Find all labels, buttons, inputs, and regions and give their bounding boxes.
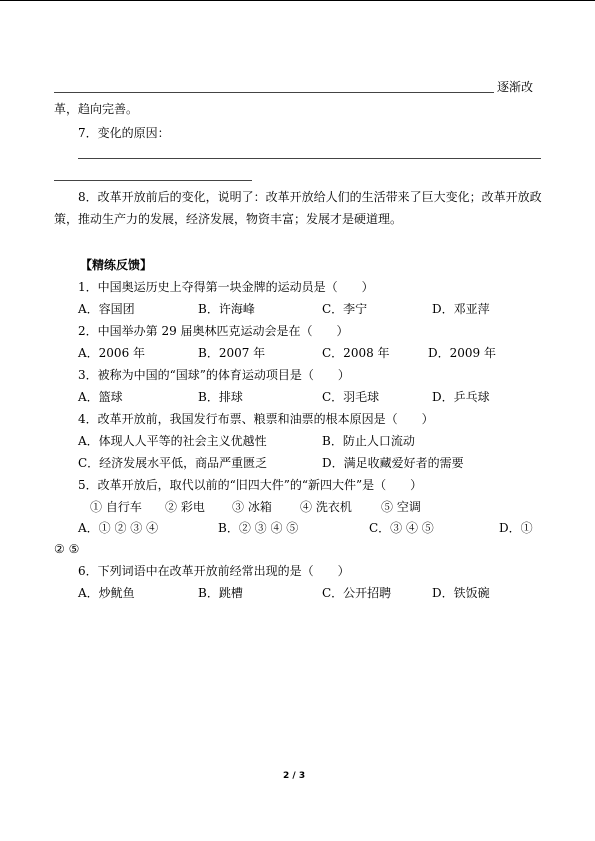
option-b: B．2007 年	[198, 346, 266, 360]
option-a: A．篮球	[78, 390, 123, 404]
answer-blank-line	[54, 180, 252, 181]
option-c: C．经济发展水平低，商品严重匮乏	[78, 456, 268, 470]
item: ② 彩电	[165, 500, 205, 514]
option-b: B．排球	[198, 390, 243, 404]
option-d: D．邓亚萍	[432, 302, 490, 316]
option-a: A．容国团	[78, 302, 135, 316]
option-d: D．满足收藏爱好者的需要	[322, 456, 464, 470]
option-c: C．羽毛球	[322, 390, 380, 404]
question-stem: 4．改革开放前，我国发行布票、粮票和油票的根本原因是（ ）	[78, 412, 434, 426]
item: ④ 洗衣机	[300, 500, 352, 514]
option-a: A．2006 年	[78, 346, 146, 360]
option-b: B．跳槽	[198, 586, 243, 600]
continued-text: 革，趋向完善。	[54, 102, 139, 116]
point-8-text: 8．改革开放前后的变化，说明了：改革开放给人们的生活带来了巨大变化；改革开放政	[78, 190, 542, 204]
item: ⑤ 空调	[381, 500, 421, 514]
option-b: B．② ③ ④ ⑤	[218, 521, 299, 535]
option-c: C．李宁	[322, 302, 368, 316]
option-d: D．乒乓球	[432, 390, 490, 404]
option-a: A．① ② ③ ④	[78, 521, 159, 535]
option-d-continued: ② ⑤	[54, 542, 80, 556]
option-c: C．公开招聘	[322, 586, 392, 600]
section-title: 【精练反馈】	[80, 258, 153, 272]
question-7-label: 7．变化的原因：	[78, 126, 170, 140]
option-d: D．①	[499, 521, 533, 535]
option-d: D．铁饭碗	[432, 586, 490, 600]
option-c: C．2008 年	[322, 346, 390, 360]
option-a: A．炒鱿鱼	[78, 586, 135, 600]
option-c: C．③ ④ ⑤	[369, 521, 434, 535]
page-number: 2 / 3	[283, 771, 306, 781]
option-b: B．许海峰	[198, 302, 255, 316]
item: ① 自行车	[90, 500, 142, 514]
item: ③ 冰箱	[232, 500, 272, 514]
continued-text: 逐渐改	[497, 80, 534, 94]
question-stem: 2．中国举办第 29 届奥林匹克运动会是在（ ）	[78, 324, 349, 338]
option-b: B．防止人口流动	[322, 434, 415, 448]
point-8-text: 策，推动生产力的发展，经济发展，物资丰富；发展才是硬道理。	[54, 212, 403, 226]
question-stem: 3．被称为中国的“国球”的体育运动项目是（ ）	[78, 368, 350, 382]
question-stem: 1．中国奥运历史上夺得第一块金牌的运动员是（ ）	[78, 280, 374, 294]
option-a: A．体现人人平等的社会主义优越性	[78, 434, 267, 448]
page-top-border	[0, 0, 595, 1]
question-stem: 5．改革开放后，取代以前的“旧四大件”的“新四大件”是（ ）	[78, 478, 423, 492]
answer-blank-line	[54, 92, 494, 93]
option-d: D．2009 年	[428, 346, 496, 360]
question-stem: 6．下列词语中在改革开放前经常出现的是（ ）	[78, 564, 350, 578]
answer-blank-line	[78, 158, 541, 159]
